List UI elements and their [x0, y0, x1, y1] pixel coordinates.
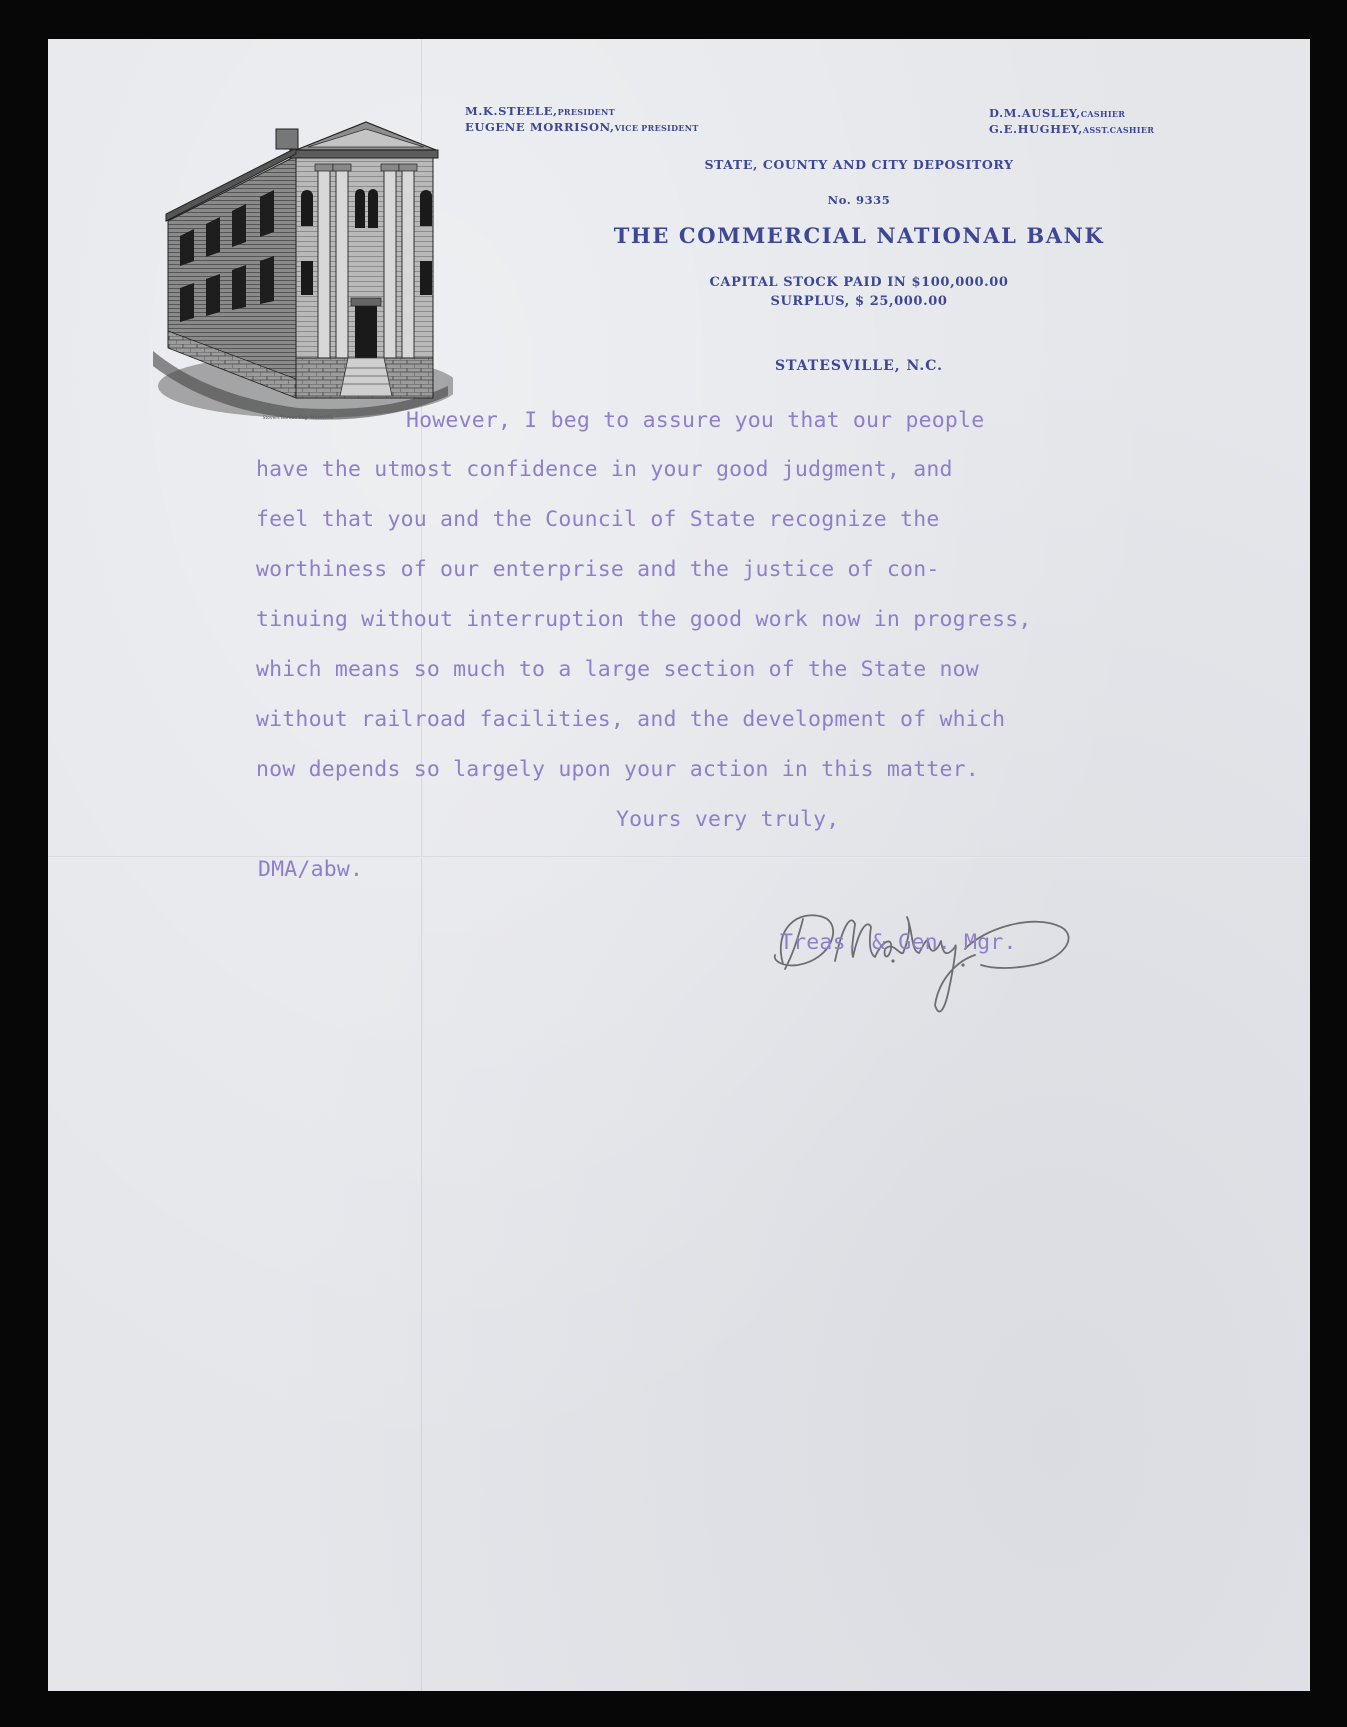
- officer-cashier: [989, 106, 1125, 120]
- letter-page: [48, 39, 1310, 1691]
- officer-name: G.E.HUGHEY,: [989, 122, 1083, 136]
- body-line: worthiness of our enterprise and the justice of con-: [256, 557, 940, 582]
- officer-role: ASST.CASHIER: [1082, 125, 1155, 135]
- engraver-credit: Stovers Bureau Eng. Statesville: [262, 416, 334, 421]
- body-line: tinuing without interruption the good work now in progress,: [256, 607, 1032, 632]
- officer-assistant-cashier: [989, 122, 1154, 136]
- body-line: without railroad facilities, and the development of which: [256, 707, 1006, 732]
- reference-initials: DMA/abw.: [258, 857, 364, 882]
- officer-vice-president: [465, 120, 699, 134]
- officer-name: EUGENE MORRISON,: [465, 120, 615, 134]
- officer-name: M.K.STEELE,: [465, 104, 558, 118]
- officer-name: D.M.AUSLEY,: [989, 106, 1081, 120]
- officer-role: VICE PRESIDENT: [614, 123, 699, 133]
- closing: Yours very truly,: [616, 807, 840, 832]
- body-line: However, I beg to assure you that our people: [406, 408, 985, 433]
- officer-role: CASHIER: [1080, 109, 1126, 119]
- surplus: SURPLUS, $ 25,000.00: [770, 294, 948, 309]
- signature-mark: [743, 869, 1103, 1054]
- paper-fold-line: [48, 856, 1310, 858]
- capital-stock: CAPITAL STOCK PAID IN $100,000.00: [709, 275, 1009, 290]
- body-line: feel that you and the Council of State recognize the: [256, 507, 940, 532]
- depository-line: STATE, COUNTY AND CITY DEPOSITORY: [704, 157, 1014, 172]
- body-line: which means so much to a large section of the State now: [256, 657, 979, 682]
- bank-building-engraving: [148, 96, 453, 422]
- signatory-title: Treas. & Gen. Mgr.: [780, 930, 1017, 955]
- charter-number: No. 9335: [827, 193, 891, 207]
- officer-role: PRESIDENT: [557, 107, 615, 117]
- body-line: have the utmost confidence in your good judgment, and: [256, 457, 953, 482]
- bank-name: THE COMMERCIAL NATIONAL BANK: [613, 223, 1105, 248]
- officer-president: [465, 104, 615, 118]
- body-line: now depends so largely upon your action in this matter.: [256, 757, 979, 782]
- city-location: STATESVILLE, N.C.: [774, 358, 944, 374]
